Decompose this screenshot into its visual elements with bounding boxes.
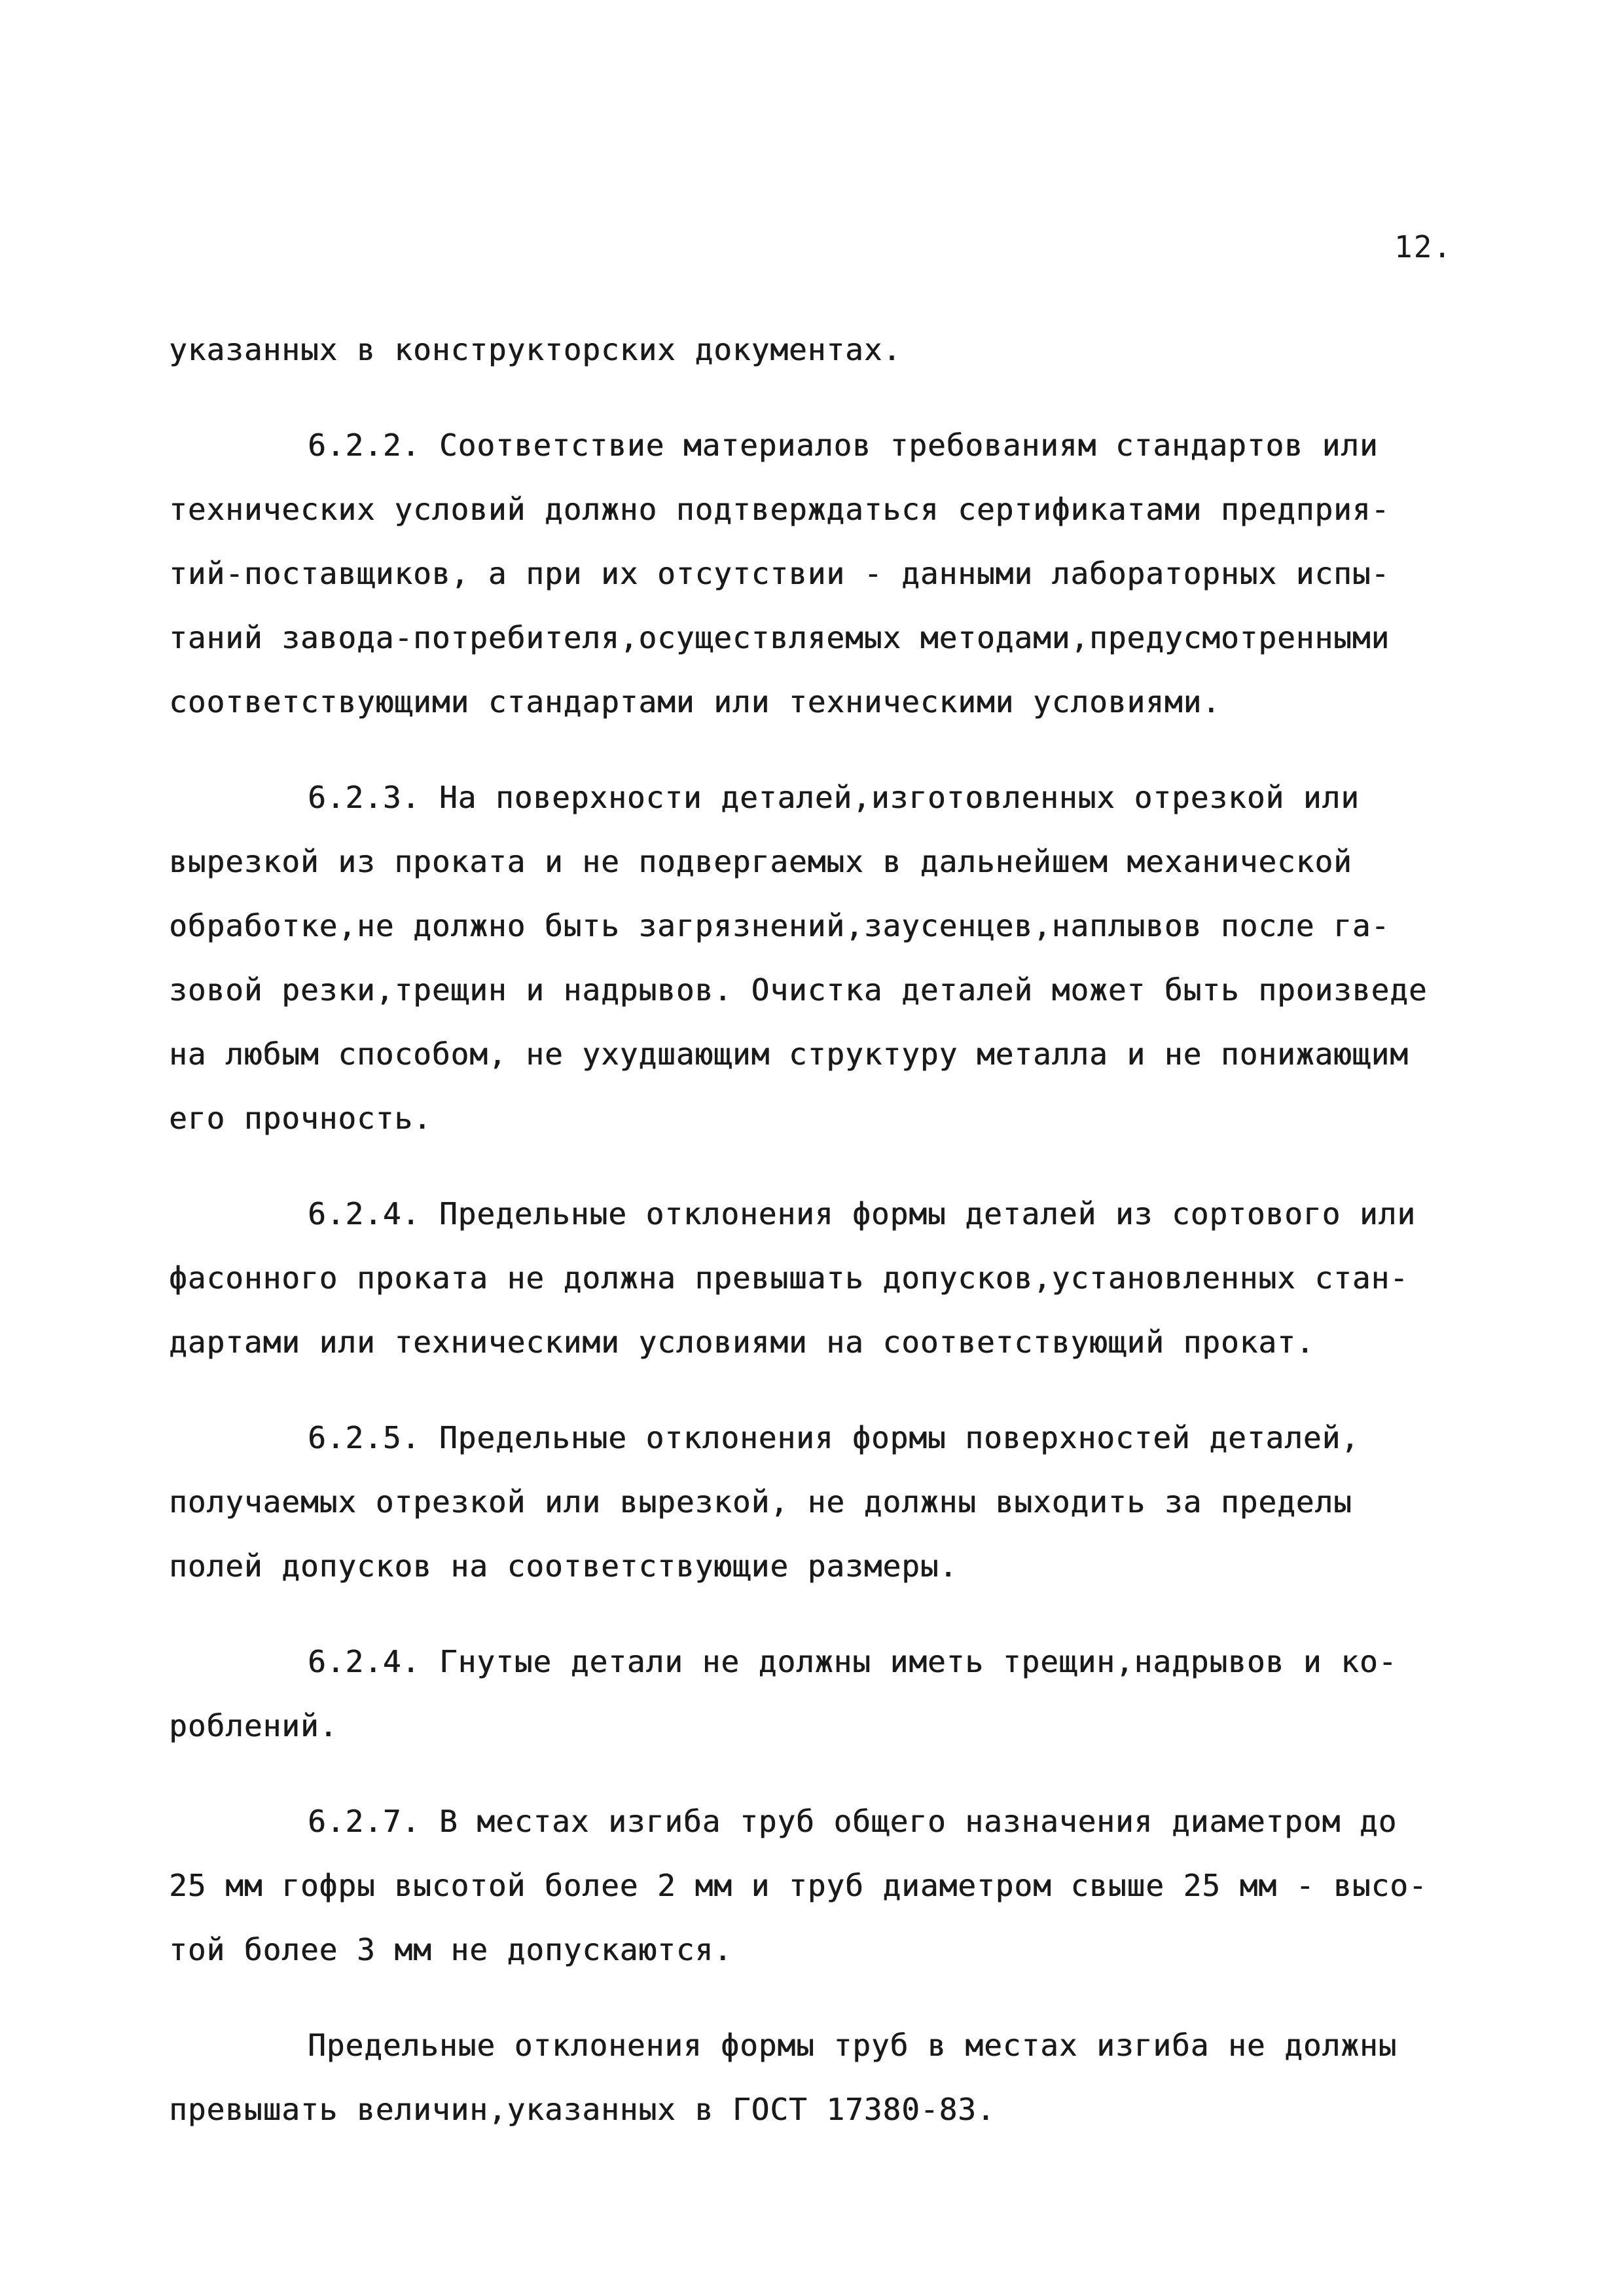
paragraph-6-2-5 [169,1406,1504,1598]
page-number: 12. [1394,229,1453,264]
text-line: технических условий должно подтверждаться сертификатами предприя- [169,492,1390,527]
text-line: полей допусков на соответствующие размеры. [169,1548,958,1584]
text-line: 6.2.7. В местах изгиба труб общего назначения диаметром до [308,1804,1398,1839]
text-line: соответствующими стандартами или техническими условиями. [169,684,1221,720]
text-line: указанных в конструкторских документах. [169,332,902,367]
text-line: Предельные отклонения формы труб в местах изгиба не должны [308,2028,1398,2063]
paragraph-pipe-tolerances [169,2013,1504,2141]
text-line: роблений. [169,1708,338,1743]
paragraph-6-2-3 [169,765,1504,1150]
text-line: обработке,не должно быть загрязнений,заусенцев,наплывов после га- [169,908,1390,943]
body-text [169,318,1504,2141]
paragraph [169,318,1504,382]
text-line: зовой резки,трещин и надрывов. Очистка деталей может быть произведе [169,972,1428,1008]
text-line: таний завода-потребителя,осуществляемых методами,предусмотренными [169,620,1390,655]
text-line: его прочность. [169,1101,432,1136]
text-line: 6.2.3. На поверхности деталей,изготовленных отрезкой или [308,780,1360,815]
text-line: 6.2.4. Предельные отклонения формы деталей из сортового или [308,1196,1416,1231]
text-line: тий-поставщиков, а при их отсутствии - данными лабораторных испы- [169,556,1390,591]
text-line: вырезкой из проката и не подвергаемых в дальнейшем механической [169,844,1352,879]
paragraph-6-2-4 [169,1182,1504,1374]
text-line: той более 3 мм не допускаются. [169,1932,732,1967]
text-line: дартами или техническими условиями на соответствующий прокат. [169,1324,1315,1360]
text-line: 25 мм гофры высотой более 2 мм и труб диаметром свыше 25 мм - высо- [169,1868,1428,1903]
text-line: превышать величин,указанных в ГОСТ 17380-83. [169,2092,996,2127]
paragraph-6-2-2 [169,413,1504,734]
text-line: получаемых отрезкой или вырезкой, не должны выходить за пределы [169,1484,1352,1520]
paragraph-6-2-6 [169,1630,1504,1758]
text-line: на любым способом, не ухудшающим структуру металла и не понижающим [169,1036,1409,1072]
text-line: 6.2.2. Соответствие материалов требованиям стандартов или [308,428,1379,463]
paragraph-6-2-7 [169,1789,1504,1982]
text-line: 6.2.4. Гнутые детали не должны иметь трещин,надрывов и ко- [308,1644,1398,1679]
text-line: фасонного проката не должна превышать допусков,установленных стан- [169,1260,1409,1296]
text-line: 6.2.5. Предельные отклонения формы поверхностей деталей, [308,1420,1360,1455]
